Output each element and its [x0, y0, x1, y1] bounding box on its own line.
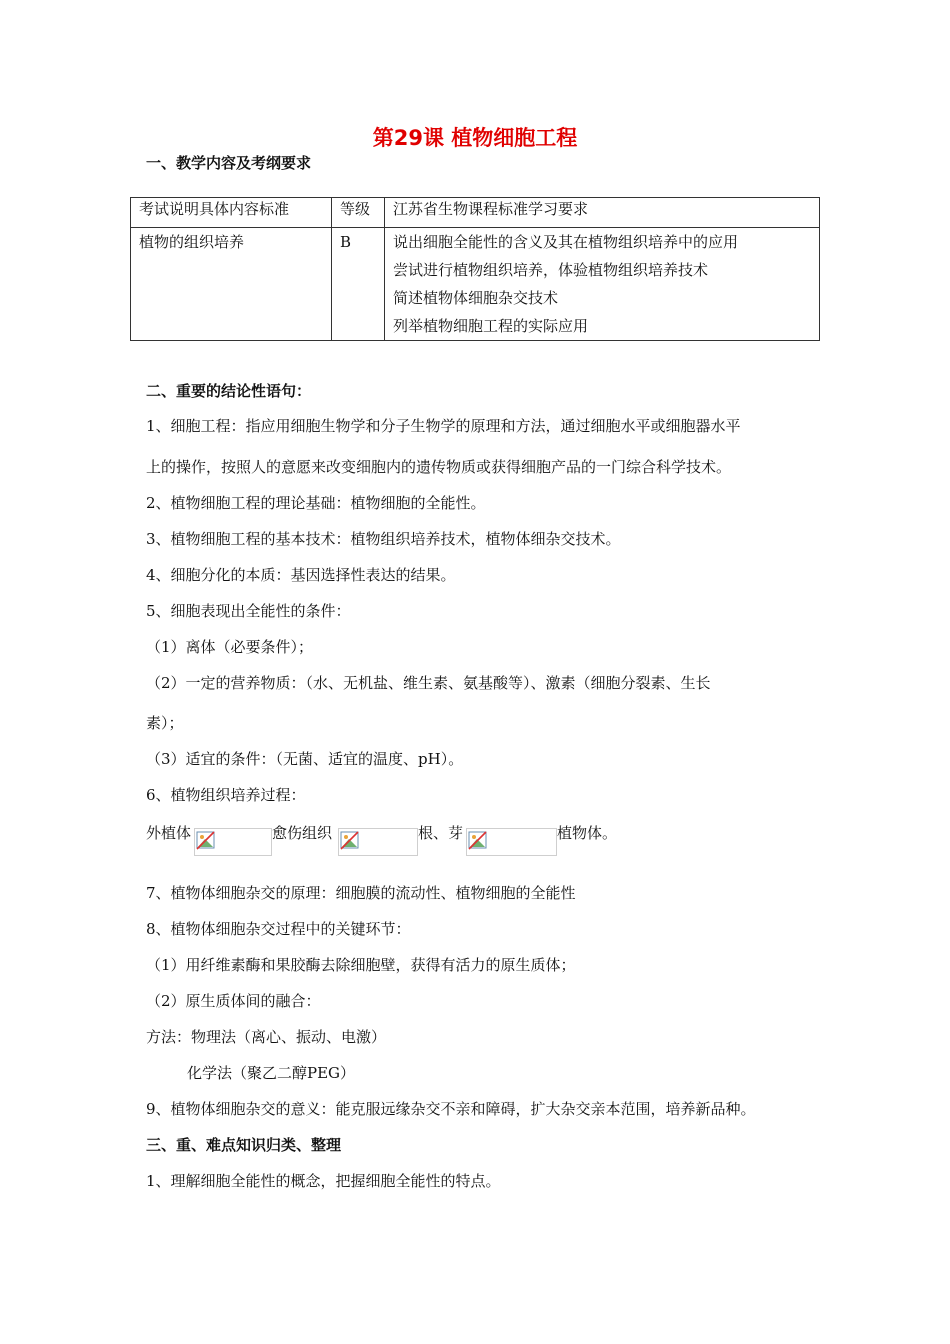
paragraph-line: 1、理解细胞全能性的概念，把握细胞全能性的特点。	[146, 1172, 501, 1190]
flow-step: 外植体	[146, 824, 192, 842]
requirement-item: 尝试进行植物组织培养，体验植物组织培养技术	[393, 261, 709, 279]
table-cell-requirements	[385, 228, 820, 341]
requirements-table	[130, 197, 820, 341]
paragraph-line: 2、植物细胞工程的理论基础：植物细胞的全能性。	[146, 494, 486, 512]
table-header-cell: 江苏省生物课程标准学习要求	[385, 198, 820, 228]
paragraph-line: 3、植物细胞工程的基本技术：植物组织培养技术，植物体细杂交技术。	[146, 530, 621, 548]
paragraph-line: 8、植物体细胞杂交过程中的关键环节：	[146, 920, 411, 938]
culture-process-flow	[146, 820, 846, 856]
paragraph-line: （2）一定的营养物质：（水、无机盐、维生素、氨基酸等）、激素（细胞分裂素、生长	[146, 674, 711, 692]
section-heading-1: 一、教学内容及考纲要求	[146, 154, 312, 172]
requirement-item: 简述植物体细胞杂交技术	[393, 289, 559, 307]
paragraph-line: （2）原生质体间的融合：	[146, 992, 321, 1010]
broken-image-icon	[194, 828, 272, 856]
paragraph-line: （3）适宜的条件：（无菌、适宜的温度、pH）。	[146, 750, 464, 768]
paragraph-line: 5、细胞表现出全能性的条件：	[146, 602, 351, 620]
requirement-item: 说出细胞全能性的含义及其在植物组织培养中的应用	[393, 233, 739, 251]
flow-step: 植物体。	[557, 824, 618, 842]
paragraph-line: 6、植物组织培养过程：	[146, 786, 306, 804]
paragraph-line: 4、细胞分化的本质：基因选择性表达的结果。	[146, 566, 456, 584]
requirement-item: 列举植物细胞工程的实际应用	[393, 317, 589, 335]
flow-step: 愈伤组织	[272, 824, 333, 842]
table-header-cell: 等级	[332, 198, 385, 228]
paragraph-line: 素）；	[146, 714, 184, 732]
paragraph-line: 9、植物体细胞杂交的意义：能克服远缘杂交不亲和障碍，扩大杂交亲本范围，培养新品种。	[146, 1100, 756, 1118]
paragraph-line: 方法：物理法（离心、振动、电激）	[146, 1028, 387, 1046]
section-heading-3: 三、重、难点知识归类、整理	[146, 1136, 342, 1154]
paragraph-line: （1）用纤维素酶和果胶酶去除细胞壁，获得有活力的原生质体；	[146, 956, 576, 974]
table-row	[131, 228, 820, 341]
table-header-cell: 考试说明具体内容标准	[131, 198, 332, 228]
table-cell-level: B	[332, 228, 385, 341]
broken-image-icon	[338, 828, 418, 856]
section-heading-2: 二、重要的结论性语句：	[146, 382, 312, 400]
paragraph-line: 化学法（聚乙二醇PEG）	[187, 1064, 356, 1082]
paragraph-line: （1）离体（必要条件）；	[146, 638, 314, 656]
paragraph-line: 1、细胞工程：指应用细胞生物学和分子生物学的原理和方法，通过细胞水平或细胞器水平	[146, 417, 741, 435]
table-cell-content: 植物的组织培养	[131, 228, 332, 341]
page-title: 第29课 植物细胞工程	[372, 126, 578, 150]
paragraph-line: 上的操作，按照人的意愿来改变细胞内的遗传物质或获得细胞产品的一门综合科学技术。	[146, 458, 732, 476]
table-header-row	[131, 198, 820, 228]
paragraph-line: 7、植物体细胞杂交的原理：细胞膜的流动性、植物细胞的全能性	[146, 884, 576, 902]
broken-image-icon	[466, 828, 557, 856]
flow-step: 根、芽	[418, 824, 464, 842]
